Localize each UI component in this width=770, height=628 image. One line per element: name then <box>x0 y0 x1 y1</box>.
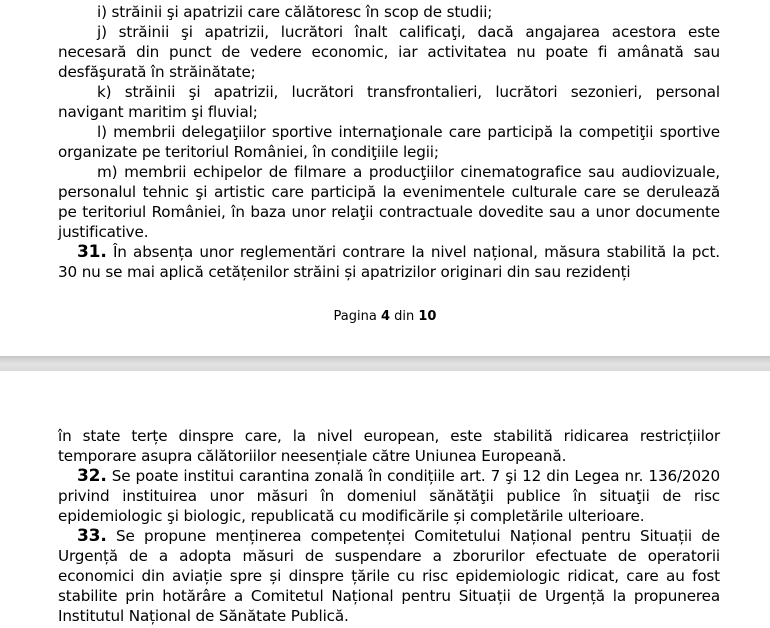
paragraph-31 <box>58 242 720 282</box>
paragraph-number: 33. <box>77 526 107 546</box>
page-footer <box>0 309 770 324</box>
list-item-k: k) străinii şi apatrizii, lucrători transfrontalieri, lucrători sezonieri, personal navigant maritim şi fluvial; <box>58 83 720 121</box>
page-5-body <box>58 426 720 626</box>
footer-middle: din <box>394 309 415 324</box>
current-page-number: 4 <box>380 309 390 324</box>
document-page-5 <box>0 371 770 628</box>
list-item-i: i) străinii şi apatrizii care călătoresc în scop de studii; <box>97 3 493 21</box>
paragraph-number: 31. <box>77 242 107 262</box>
paragraph-text: Se propune menținerea competenței Comitetului Național pentru Situații de Urgență de a adopta măsuri de suspendare a zborurilor efectuate de operatorii economici din aviație spre și dinspre țările cu risc epidemiologic ridicat, care au fost stabilite prin hotărâre a Comitetul Național pentru Situații de Urgență la propunerea Institutul Național de Sănătate Publică. <box>58 527 720 625</box>
page-4-body <box>58 2 720 282</box>
list-item-l: l) membrii delegaţiilor sportive internaţionale care participă la competiţii sportive organizate pe teritoriul României, în condiţiile legii; <box>58 123 720 161</box>
page-separator <box>0 356 770 371</box>
total-page-count: 10 <box>418 309 437 324</box>
list-item-m: m) membrii echipelor de filmare a producţiilor cinematografice sau audiovizuale, personalul tehnic şi artistic care participă la evenimentele culturale care se derulează pe teritoriul României, în baza unor relaţii contractuale dovedite sau a unor documente justificative. <box>58 163 720 241</box>
list-item-j: j) străinii şi apatrizii, lucrători înalt calificaţi, dacă angajarea acestora este necesară din punct de vedere economic, iar activitatea nu poate fi amânată sau desfăşurată în străinătate; <box>58 23 720 81</box>
paragraph-text: În absența unor reglementări contrare la nivel național, măsura stabilită la pct. 30 nu se mai aplică cetățenilor străini și apatrizilor originari din sau rezidenți <box>58 243 720 281</box>
paragraph-33 <box>58 526 720 626</box>
footer-prefix: Pagina <box>333 309 377 324</box>
paragraph-32 <box>58 466 720 526</box>
paragraph-text: Se poate institui carantina zonală în condițiile art. 7 şi 12 din Legea nr. 136/2020 privind instituirea unor măsuri în domeniul sănătăţii publice în situaţii de risc epidemiologic şi biologic, republicată cu modificările și completările ulterioare. <box>58 467 720 525</box>
continuation-paragraph: în state terțe dinspre care, la nivel european, este stabilită ridicarea restricțiilor temporare asupra călătoriilor neesențiale către Uniunea Europeană. <box>58 427 720 465</box>
paragraph-number: 32. <box>77 466 107 486</box>
